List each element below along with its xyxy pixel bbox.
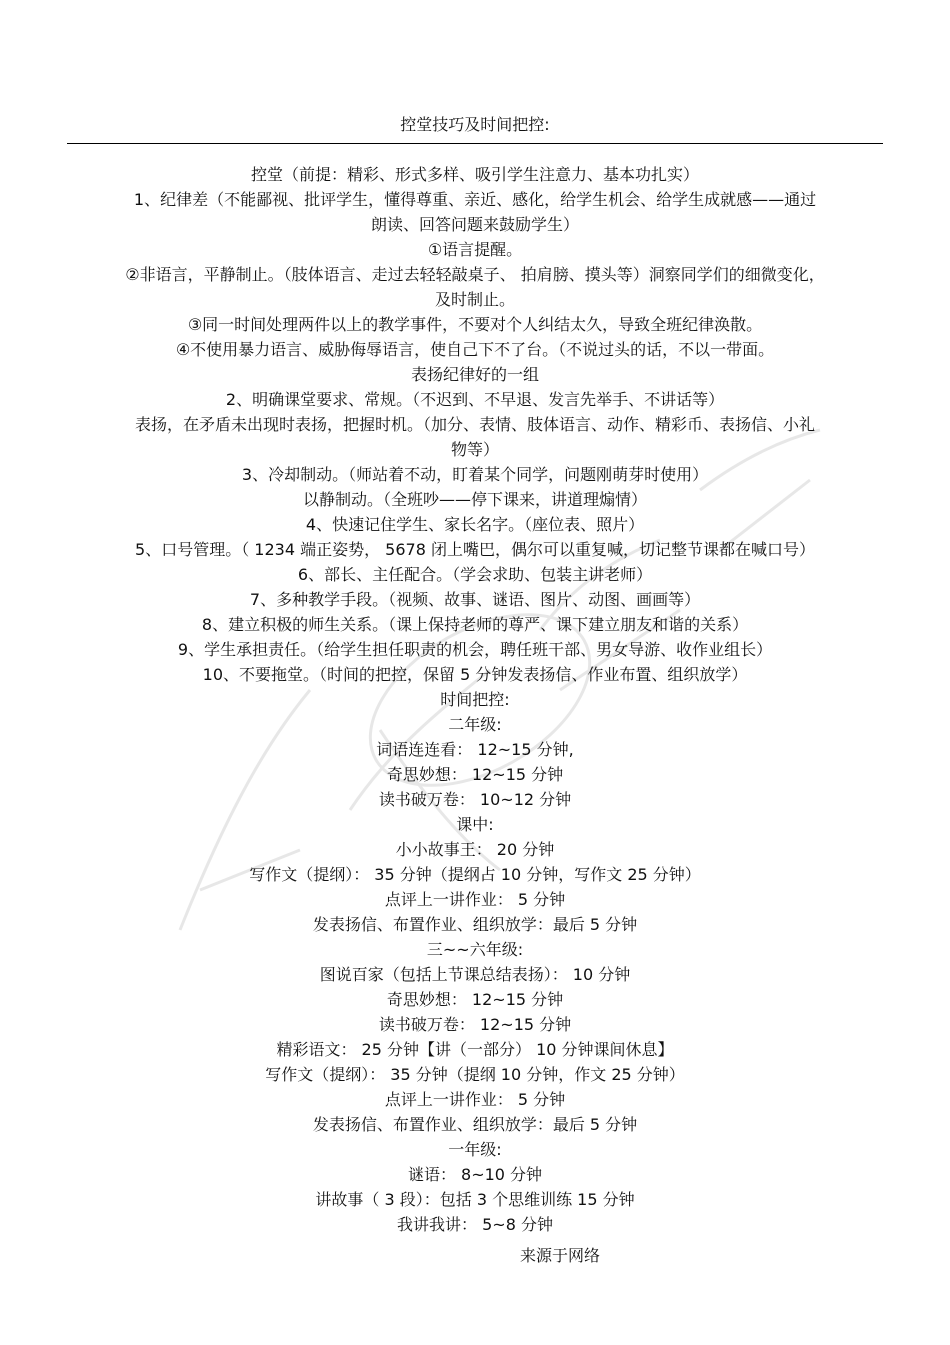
text-line: 表扬纪律好的一组 [410, 365, 539, 384]
text-line: ④不使用暴力语言、威胁侮辱语言，使自己下不了台。（不说过头的话，不以一带面。 [175, 340, 775, 359]
text-line: 写作文（提纲）： 35 分钟（提纲 10 分钟，作文 25 分钟） [265, 1065, 685, 1084]
text-line: 小小故事王： 20 分钟 [395, 840, 555, 859]
text-line: 点评上一讲作业： 5 分钟 [384, 890, 566, 909]
text-line: 讲故事（ 3 段）：包括 3 个思维训练 15 分钟 [315, 1190, 635, 1209]
text-line: 4、快速记住学生、家长名字。（座位表、照片） [305, 515, 645, 534]
text-line: 奇思妙想： 12~15 分钟 [386, 990, 564, 1009]
text-line: 课中: [456, 815, 494, 834]
text-line: 读书破万卷： 12~15 分钟 [378, 1015, 572, 1034]
text-line: 5、口号管理。（ 1234 端正姿势， 5678 闭上嘴巴，偶尔可以重复喊，切记整节课都在喊口号） [135, 540, 815, 559]
text-line: 6、部长、主任配合。（学会求助、包装主讲老师） [297, 565, 653, 584]
text-line: 及时制止。 [434, 290, 515, 309]
text-line: 词语连连看： 12~15 分钟, [376, 740, 574, 759]
text-line: 7、多种教学手段。（视频、故事、谜语、图片、动图、画画等） [249, 590, 701, 609]
text-line: 一年级: [448, 1140, 502, 1159]
text-line: 9、学生承担责任。（给学生担任职责的机会，聘任班干部、男女导游、收作业组长） [177, 640, 773, 659]
text-line: 3、冷却制动。（师站着不动，盯着某个同学，问题刚萌芽时使用） [241, 465, 709, 484]
text-line: 点评上一讲作业： 5 分钟 [384, 1090, 566, 1109]
source-note: 来源于网络 [520, 1246, 601, 1265]
title-divider [67, 143, 883, 144]
text-line: 读书破万卷： 10~12 分钟 [378, 790, 572, 809]
text-line: 精彩语文： 25 分钟【讲（一部分） 10 分钟课间休息】 [276, 1040, 674, 1059]
text-line: 2、明确课堂要求、常规。（不迟到、不早退、发言先举手、不讲话等） [225, 390, 725, 409]
document-body [60, 162, 890, 1237]
text-line: 10、不要拖堂。（时间的把控，保留 5 分钟发表扬信、作业布置、组织放学） [202, 665, 748, 684]
text-line: 表扬，在矛盾未出现时表扬，把握时机。（加分、表情、肢体语言、动作、精彩币、表扬信、小礼 [134, 415, 815, 434]
text-line: 谜语： 8~10 分钟 [407, 1165, 543, 1184]
text-line: 物等） [450, 440, 499, 459]
text-line: 控堂（前提：精彩、形式多样、吸引学生注意力、基本功扎实） [250, 165, 699, 184]
text-line: ②非语言，平静制止。（肢体语言、走过去轻轻敲桌子、 拍肩膀、摸头等）洞察同学们的细微变化， [125, 265, 825, 284]
text-line: ③同一时间处理两件以上的教学事件，不要对个人纠结太久，导致全班纪律涣散。 [187, 315, 763, 334]
text-line: 以静制动。（全班吵——停下课来，讲道理煽情） [302, 490, 647, 509]
text-line: 发表扬信、布置作业、组织放学：最后 5 分钟 [312, 915, 638, 934]
document-title: 控堂技巧及时间把控: [400, 115, 550, 134]
text-line: 时间把控: [440, 690, 510, 709]
text-line: 1、纪律差（不能鄙视、批评学生，懂得尊重、亲近、感化，给学生机会、给学生成就感——通过 [133, 190, 817, 209]
text-line: ①语言提醒。 [427, 240, 523, 259]
text-line: 图说百家（包括上节课总结表扬）： 10 分钟 [319, 965, 631, 984]
text-line: 奇思妙想： 12~15 分钟 [386, 765, 564, 784]
text-line: 二年级: [448, 715, 502, 734]
text-line: 8、建立积极的师生关系。（课上保持老师的尊严、课下建立朋友和谐的关系） [201, 615, 749, 634]
text-line: 我讲我讲： 5~8 分钟 [397, 1215, 553, 1234]
text-line: 朗读、回答问题来鼓励学生） [370, 215, 579, 234]
text-line: 发表扬信、布置作业、组织放学：最后 5 分钟 [312, 1115, 638, 1134]
text-line: 写作文（提纲）： 35 分钟（提纲占 10 分钟，写作文 25 分钟） [249, 865, 701, 884]
text-line: 三~~六年级: [426, 940, 524, 959]
